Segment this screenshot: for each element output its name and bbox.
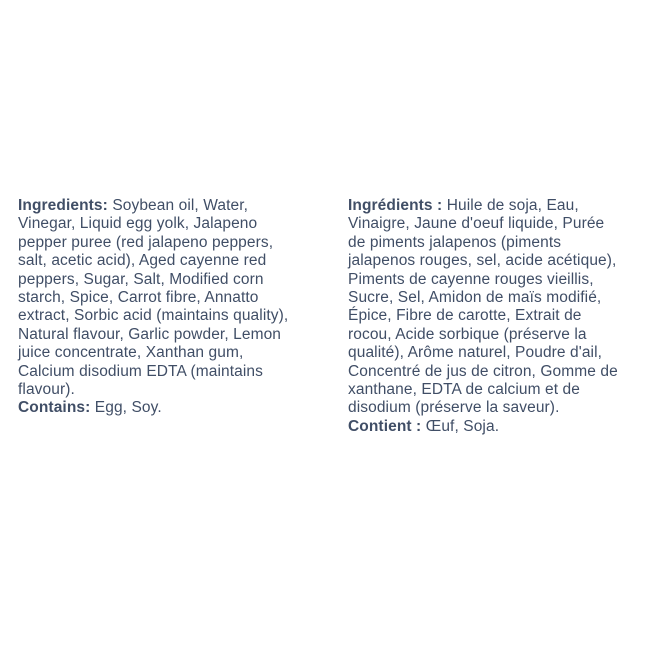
ingredients-en-line: extract, Sorbic acid (maintains quality), [18, 307, 289, 325]
contains-en-heading: Contains: [18, 399, 91, 417]
ingredients-en-line: peppers, Sugar, Salt, Modified corn [18, 270, 264, 288]
ingredients-fr-line: Sucre, Sel, Amidon de maïs modifié, [348, 289, 602, 307]
ingredients-en-line: starch, Spice, Carrot fibre, Annatto [18, 289, 259, 307]
ingredients-fr-line: rocou, Acide sorbique (préserve la [348, 325, 587, 343]
ingredients-en-line: Natural flavour, Garlic powder, Lemon [18, 325, 282, 343]
ingredients-en-heading: Ingredients: [18, 197, 108, 214]
ingredients-en-heading-line [18, 197, 333, 215]
contains-en-line [18, 399, 333, 417]
ingredients-fr-line: Piments de cayenne rouges vieillis, [348, 270, 594, 288]
ingredients-fr-line: Épice, Fibre de carotte, Extrait de [348, 307, 582, 325]
ingredients-en-line: Vinegar, Liquid egg yolk, Jalapeno [18, 215, 258, 233]
ingredients-en-heading-rest: Soybean oil, Water, [107, 197, 249, 214]
contains-fr-rest: Œuf, Soja. [421, 417, 500, 435]
ingredients-en-line: juice concentrate, Xanthan gum, [18, 344, 244, 362]
ingredients-fr-line: disodium (préserve la saveur). [348, 399, 560, 417]
ingredients-en-line: pepper puree (red jalapeno peppers, [18, 233, 274, 251]
ingredients-fr-heading-line [348, 197, 643, 215]
ingredients-fr-heading-rest: Huile de soja, Eau, [442, 197, 579, 214]
contains-fr-heading: Contient : [348, 417, 422, 435]
ingredients-fr-line: xanthane, EDTA de calcium et de [348, 381, 580, 399]
contains-fr-line [348, 418, 643, 436]
contains-en-rest: Egg, Soy. [90, 399, 162, 417]
ingredients-fr-line: Concentré de jus de citron, Gomme de [348, 362, 618, 380]
ingredients-en-line: flavour). [18, 381, 75, 399]
ingredients-fr-line: de piments jalapenos (piments [348, 233, 562, 251]
ingredients-english-column [18, 197, 333, 418]
ingredients-french-column [348, 197, 643, 436]
ingredients-en-line: salt, acetic acid), Aged cayenne red [18, 252, 267, 270]
ingredients-fr-line: Vinaigre, Jaune d'oeuf liquide, Purée [348, 215, 605, 233]
ingredients-en-line: Calcium disodium EDTA (maintains [18, 362, 263, 380]
ingredients-fr-line: jalapenos rouges, sel, acide acétique), [348, 252, 617, 270]
ingredients-fr-line: qualité), Arôme naturel, Poudre d'ail, [348, 344, 603, 362]
ingredients-fr-heading: Ingrédients : [348, 197, 443, 214]
